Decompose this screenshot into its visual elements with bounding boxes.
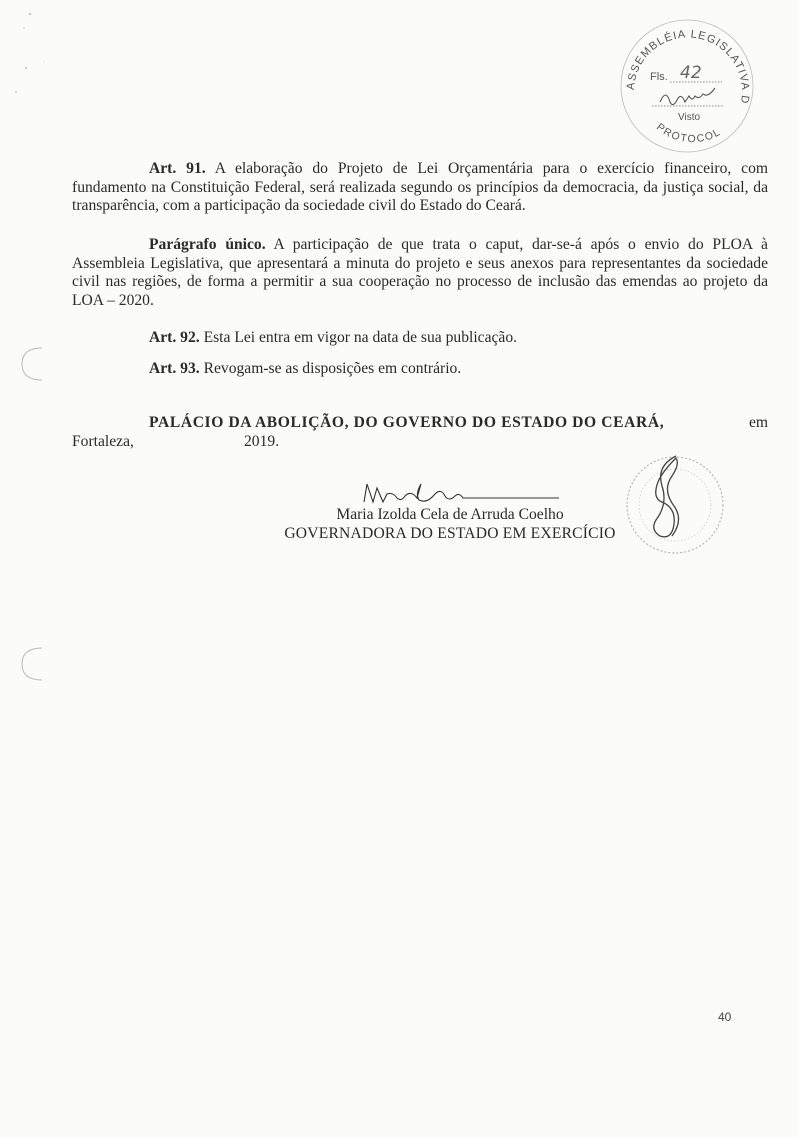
page-number: 40 [718, 1010, 732, 1024]
closing-palace: PALÁCIO DA ABOLIÇÃO, DO GOVERNO DO ESTADO DO CEARÁ, [149, 414, 665, 431]
article-92-text: Esta Lei entra em vigor na data de sua publicação. [203, 329, 518, 346]
stamp-arc-bottom: PROTOCOL [654, 121, 724, 146]
signatory-name: Maria Izolda Cela de Arruda Coelho [336, 506, 564, 523]
paragrafo-unico-label: Parágrafo único. [149, 236, 266, 253]
closing-block [72, 414, 768, 451]
punch-hole-mark [20, 344, 46, 384]
closing-year: 2019. [244, 432, 280, 450]
article-92 [72, 329, 768, 348]
scan-specks [10, 0, 70, 110]
svg-text:ASSEMBLÉIA LEGISLATIVA DO CEAR [612, 10, 751, 105]
article-91-text: A elaboração do Projeto de Lei Orçamentária para o exercício financeiro, com fundamento na Constituição Federal, será realizada segundo os princípios da democracia, da justiça social, da transparência, com a participação da sociedade civil do Estado do Ceará. [72, 160, 768, 215]
protocol-stamp [612, 10, 762, 160]
official-seal-stamp [620, 450, 730, 560]
article-92-label: Art. 92. [149, 329, 200, 346]
stamp-arc-top: ASSEMBLÉIA LEGISLATIVA D [624, 28, 752, 106]
paragrafo-unico-text: A participação de que trata o caput, dar-se-á após o envio do PLOA à Assembleia Legislativa, que apresentará a minuta do projeto e seus anexos para representantes da sociedade civil nas regiões, de forma a permitir a sua cooperação no processo de inclusão das emendas ao projeto da LOA – 2020. [72, 236, 768, 309]
stamp-visto-label: Visto [678, 112, 701, 123]
closing-em: em [748, 414, 768, 431]
signatory-title: GOVERNADORA DO ESTADO EM EXERCÍCIO [284, 525, 616, 542]
article-93-text: Revogam-se as disposições em contrário. [203, 360, 462, 377]
paragrafo-unico [72, 236, 768, 310]
stamp-fls-label: Fls. [650, 71, 668, 83]
stamp-visto-signature [660, 88, 715, 105]
punch-hole-mark [20, 644, 46, 684]
article-91-label: Art. 91. [149, 160, 206, 177]
article-93 [72, 360, 768, 379]
article-93-label: Art. 93. [149, 360, 200, 377]
stamp-fls-value: 42 [680, 63, 702, 83]
closing-city: Fortaleza, [72, 432, 134, 450]
article-91 [72, 160, 768, 216]
governor-signature [360, 478, 580, 508]
